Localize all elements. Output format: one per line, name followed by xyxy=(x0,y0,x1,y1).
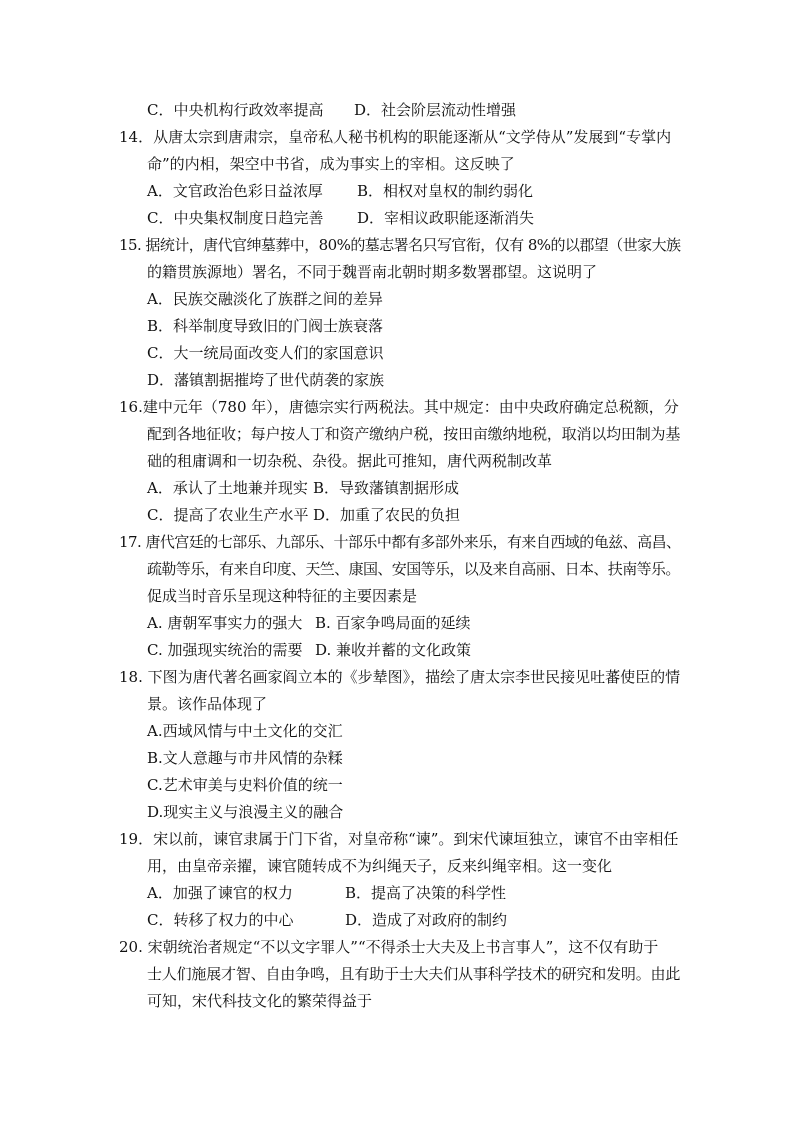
q18-option-d: D.现实主义与浪漫主义的融合 xyxy=(147,803,344,821)
q13-option-d: D．社会阶层流动性增强 xyxy=(354,101,517,119)
q13-option-c: C．中央机构行政效率提高 xyxy=(147,101,324,119)
q16-option-d: D．加重了农民的负担 xyxy=(313,506,461,524)
q16-option-a: A．承认了土地兼并现实 xyxy=(147,479,308,497)
q14-option-a: A．文官政治色彩日益浓厚 xyxy=(147,182,323,200)
q18-option-b: B.文人意趣与市井风情的杂糅 xyxy=(147,749,343,767)
q20-stem-line-2: 士人们施展才智、自由争鸣，且有助于士大夫们从事科学技术的研究和发明。由此 xyxy=(147,965,681,983)
q19-option-c: C．转移了权力的中心 xyxy=(147,911,294,929)
q15-stem-line-2: 的籍贯族源地）署名，不同于魏晋南北朝时期多数署郡望。这说明了 xyxy=(147,263,598,281)
q17-option-a: A. 唐朝军事实力的强大 xyxy=(147,614,303,632)
q15-option-b: B．科举制度导致旧的门阀士族衰落 xyxy=(147,317,384,335)
q17-stem-line-2: 疏勒等乐，有来自印度、天竺、康国、安国等乐，以及来自高丽、日本、扶南等乐。 xyxy=(147,560,680,578)
q17-option-c: C. 加强现实统治的需要 xyxy=(147,641,303,659)
q17-option-d: D. 兼收并蓄的文化政策 xyxy=(315,641,472,659)
q14-option-b: B．相权对皇权的制约弱化 xyxy=(357,182,534,200)
q16-option-b: B．导致藩镇割据形成 xyxy=(313,479,460,497)
q17-stem-line-1: 17. 唐代宫廷的七部乐、九部乐、十部乐中都有多部外来乐，有来自西域的龟兹、高昌、 xyxy=(119,533,681,551)
q17-stem-line-3: 促成当时音乐呈现这种特征的主要因素是 xyxy=(147,587,418,605)
q15-option-a: A．民族交融淡化了族群之间的差异 xyxy=(147,290,383,308)
q20-stem-line-1: 20. 宋朝统治者规定“不以文字罪人”“不得杀士大夫及上书言事人”，这不仅有助于 xyxy=(119,938,659,956)
q18-stem-line-2: 景。该作品体现了 xyxy=(147,695,268,713)
q15-option-c: C．大一统局面改变人们的家国意识 xyxy=(147,344,384,362)
q18-stem-line-1: 18. 下图为唐代著名画家阎立本的《步辇图》，描绘了唐太宗李世民接见吐蕃使臣的情 xyxy=(119,668,681,686)
q19-stem-line-2: 用，由皇帝亲擢，谏官随转成不为纠绳天子，反来纠绳宰相。这一变化 xyxy=(147,857,613,875)
q14-option-c: C．中央集权制度日趋完善 xyxy=(147,209,324,227)
q14-option-d: D．宰相议政职能逐渐消失 xyxy=(357,209,535,227)
q20-stem-line-3: 可知，宋代科技文化的繁荣得益于 xyxy=(147,992,373,1010)
q18-option-c: C.艺术审美与史料价值的统一 xyxy=(147,776,343,794)
q16-stem-line-2: 配到各地征收；每户按人丁和资产缴纳户税，按田亩缴纳地税，取消以均田制为基 xyxy=(147,425,681,443)
q16-stem-line-1: 16.建中元年（780 年），唐德宗实行两税法。其中规定：由中央政府确定总税额，分 xyxy=(119,398,679,416)
q15-stem-line-1: 15. 据统计，唐代官绅墓葬中，80%的墓志署名只写官衔，仅有 8%的以郡望（世家大族 xyxy=(119,236,681,254)
q16-stem-line-3: 础的租庸调和一切杂税、杂役。据此可推知，唐代两税制改革 xyxy=(147,452,553,470)
q17-option-b: B. 百家争鸣局面的延续 xyxy=(315,614,471,632)
q19-option-b: B．提高了决策的科学性 xyxy=(345,884,507,902)
q15-option-d: D．藩镇割据摧垮了世代荫袭的家族 xyxy=(147,371,385,389)
q14-stem-line-2: 命”的内相，架空中书省，成为事实上的宰相。这反映了 xyxy=(147,155,515,173)
q19-option-d: D．造成了对政府的制约 xyxy=(345,911,508,929)
q16-option-c: C．提高了农业生产水平 xyxy=(147,506,309,524)
q19-option-a: A．加强了谏官的权力 xyxy=(147,884,293,902)
q14-stem-line-1: 14．从唐太宗到唐肃宗，皇帝私人秘书机构的职能逐渐从“文学侍从”发展到“专掌内 xyxy=(119,128,672,146)
q19-stem-line-1: 19．宋以前，谏官隶属于门下省，对皇帝称“谏”。到宋代谏垣独立，谏官不由宰相任 xyxy=(119,830,679,848)
q18-option-a: A.西域风情与中土文化的交汇 xyxy=(147,722,343,740)
